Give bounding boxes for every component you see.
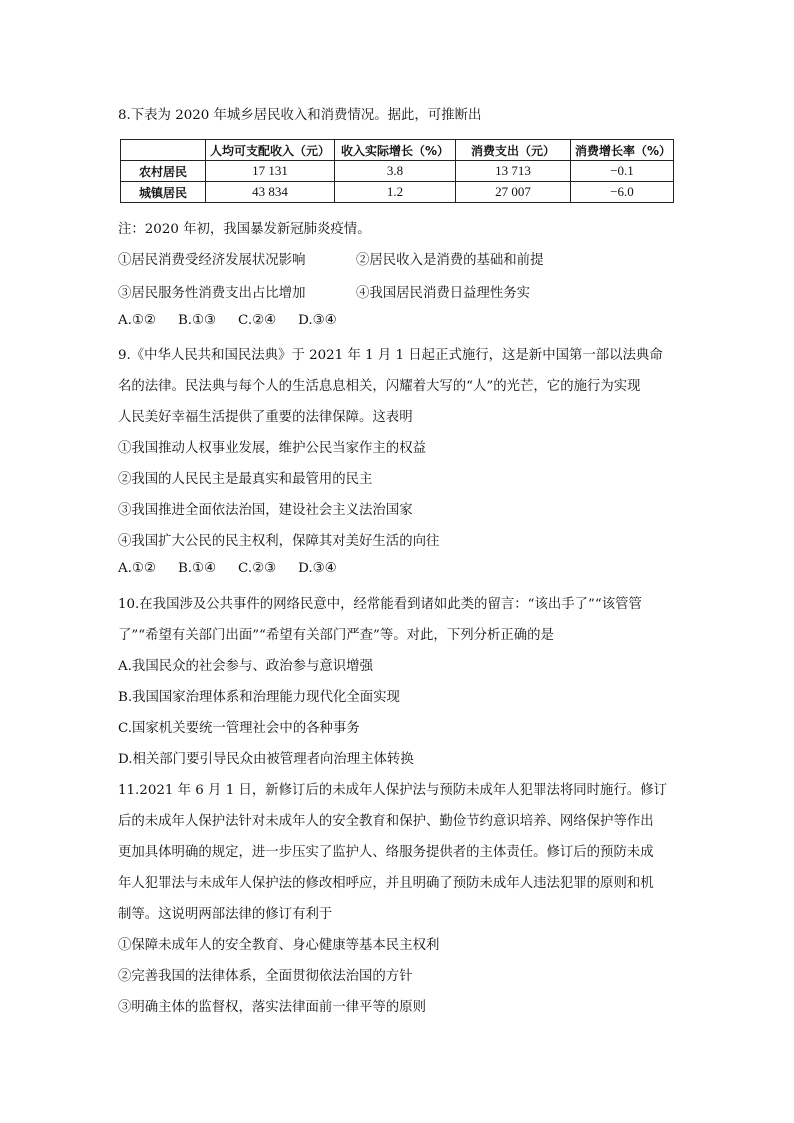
q9-options xyxy=(118,561,359,576)
q9-option-c[interactable]: C.②③ xyxy=(238,561,277,576)
q9-item: ③我国推进全面依法治国，建设社会主义法治国家 xyxy=(118,503,413,518)
q11-stem-line: 后的未成年人保护法针对未成年人的安全教育和保护、勤俭节约意识培养、网络保护等作出 xyxy=(118,814,654,829)
table-cell: 3.8 xyxy=(335,161,456,182)
q11-item: ①保障未成年人的安全教育、身心健康等基本民主权利 xyxy=(118,938,440,953)
q9-option-b[interactable]: B.①④ xyxy=(177,561,217,576)
table-header-cell: 消费增长率（%） xyxy=(571,140,674,161)
table-header-cell: 消费支出（元） xyxy=(456,140,571,161)
q11-stem-line: 更加具体明确的规定，进一步压实了监护人、络服务提供者的主体责任。修订后的预防未成 xyxy=(118,845,654,860)
table-cell: −6.0 xyxy=(571,182,674,203)
income-consumption-table xyxy=(120,139,674,203)
q8-option-c[interactable]: C.②④ xyxy=(238,313,277,328)
q9-option-a[interactable]: A.①② xyxy=(118,561,156,576)
q10-option-b[interactable]: B.我国国家治理体系和治理能力现代化全面实现 xyxy=(118,690,400,705)
table-row xyxy=(121,161,674,182)
q10-option-a[interactable]: A.我国民众的社会参与、政治参与意识增强 xyxy=(118,659,373,674)
q8-options xyxy=(118,313,359,328)
q10-option-d[interactable]: D.相关部门要引导民众由被管理者向治理主体转换 xyxy=(118,752,414,767)
table-cell: 1.2 xyxy=(335,182,456,203)
q8-stem: 8.下表为 2020 年城乡居民收入和消费情况。据此，可推断出 xyxy=(118,108,482,123)
q8-item: ①居民消费受经济发展状况影响 xyxy=(118,253,306,268)
table-header-cell: 收入实际增长（%） xyxy=(335,140,456,161)
q11-stem-line: 年人犯罪法与未成年人保护法的修改相呼应，并且明确了预防未成年人违法犯罪的原则和机 xyxy=(118,876,654,891)
q9-stem-line: 名的法律。民法典与每个人的生活息息相关，闪耀着大写的“人”的光芒，它的施行为实现 xyxy=(118,379,641,394)
table-header-cell: 人均可支配收入（元） xyxy=(206,140,335,161)
q10-option-c[interactable]: C.国家机关要统一管理社会中的各种事务 xyxy=(118,721,360,736)
q9-item: ④我国扩大公民的民主权利，保障其对美好生活的向往 xyxy=(118,534,440,549)
q11-item: ③明确主体的监督权，落实法律面前一律平等的原则 xyxy=(118,1000,426,1015)
q10-stem-line: 了”“希望有关部门出面”“希望有关部门严查”等。对此，下列分析正确的是 xyxy=(118,628,554,643)
q8-item: ④我国居民消费日益理性务实 xyxy=(356,286,531,301)
table-cell: −0.1 xyxy=(571,161,674,182)
table-cell: 13 713 xyxy=(456,161,571,182)
table-cell: 27 007 xyxy=(456,182,571,203)
q11-item: ②完善我国的法律体系，全面贯彻依法治国的方针 xyxy=(118,969,413,984)
q9-item: ②我国的人民民主是最真实和最管用的民主 xyxy=(118,472,373,487)
q9-stem-line: 9.《中华人民共和国民法典》于 2021 年 1 月 1 日起正式施行，这是新中国第一部以法典命 xyxy=(118,348,663,363)
q9-stem-line: 人民美好幸福生活提供了重要的法律保障。这表明 xyxy=(118,410,413,425)
q8-items-row-1 xyxy=(118,249,543,268)
q11-stem-line: 制等。这说明两部法律的修订有利于 xyxy=(118,907,333,922)
q8-item: ②居民收入是消费的基础和前提 xyxy=(356,253,544,268)
q8-items-row-2 xyxy=(118,282,530,301)
q9-item: ①我国推动人权事业发展，维护公民当家作主的权益 xyxy=(118,441,426,456)
q8-item: ③居民服务性消费支出占比增加 xyxy=(118,286,306,301)
q9-option-d[interactable]: D.③④ xyxy=(298,561,337,576)
table-header-row xyxy=(121,140,674,161)
table-cell: 城镇居民 xyxy=(121,182,206,203)
table-row xyxy=(121,182,674,203)
q8-option-b[interactable]: B.①③ xyxy=(177,313,217,328)
table-cell: 43 834 xyxy=(206,182,335,203)
table-cell: 17 131 xyxy=(206,161,335,182)
q8-option-d[interactable]: D.③④ xyxy=(298,313,337,328)
q11-stem-line: 11.2021 年 6 月 1 日，新修订后的未成年人保护法与预防未成年人犯罪法将同时施行。修订 xyxy=(118,783,667,798)
q8-note: 注：2020 年初，我国暴发新冠肺炎疫情。 xyxy=(118,222,371,237)
q8-option-a[interactable]: A.①② xyxy=(118,313,156,328)
q10-stem-line: 10.在我国涉及公共事件的网络民意中，经常能看到诸如此类的留言：“该出手了”“该管管 xyxy=(118,597,642,612)
table-cell: 农村居民 xyxy=(121,161,206,182)
table-header-cell xyxy=(121,140,206,161)
